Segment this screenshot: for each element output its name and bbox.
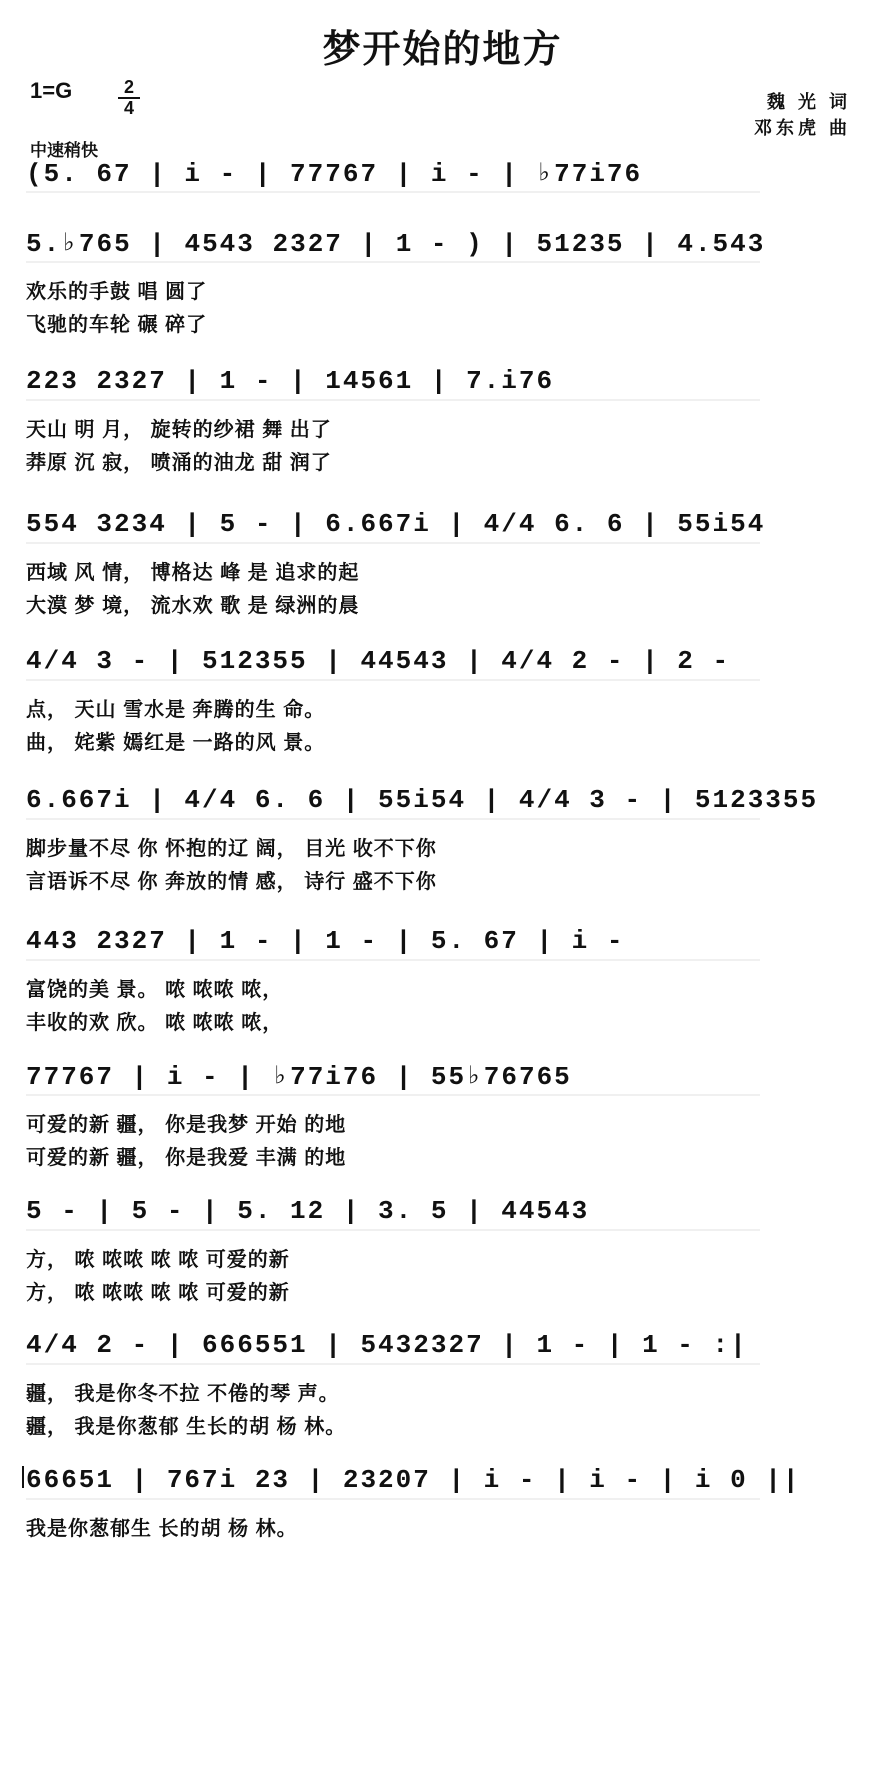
notation-row: 5 - | 5 - | 5. 12 | 3. 5 | 44543 [26,1196,590,1226]
lyric-line-2: 言语诉不尽 你 奔放的情 感， 诗行 盛不下你 [26,871,437,893]
notation-row: 4/4 3 - | 512355 | 44543 | 4/4 2 - | 2 - [26,646,731,676]
lyric-line-1: 点， 天山 雪水是 奔腾的生 命。 [26,699,326,721]
lyric-line-1: 天山 明 月， 旋转的纱裙 舞 出了 [26,419,332,441]
notation-row: 223 2327 | 1 - | 14561 | 7.i76 [26,366,555,396]
notation-row: 554 3234 | 5 - | 6.667i | 4/4 6. 6 | 55i54 [26,509,766,539]
lyric-line-2: 曲， 姹紫 嫣红是 一路的风 景。 [26,732,326,754]
notation-row: 77767 | i - | ♭77i76 | 55♭76765 [26,1062,572,1092]
notation-row: 6.667i | 4/4 6. 6 | 55i54 | 4/4 3 - | 5123355 [26,785,819,815]
lyricist-credit: 魏 光 词 [766,92,851,112]
lyric-line-2: 大漠 梦 境， 流水欢 歌 是 绿洲的晨 [26,595,360,617]
composer-credit: 邓东虎 曲 [753,118,851,138]
lyric-line-1: 欢乐的手鼓 唱 圆了 [26,281,208,303]
time-sig-top: 2 [123,77,134,97]
tempo-marking: 中速稍快 [30,141,98,160]
lyric-line-1: 西域 风 情， 博格达 峰 是 追求的起 [26,562,360,584]
notation-row: 4/4 2 - | 666551 | 5432327 | 1 - | 1 - :| [26,1330,748,1360]
notation-row: 443 2327 | 1 - | 1 - | 5. 67 | i - [26,926,625,956]
lyric-line-2: 莽原 沉 寂， 喷涌的油龙 甜 润了 [26,452,332,474]
lyric-line-2: 疆， 我是你葱郁 生长的胡 杨 林。 [26,1416,347,1438]
key-signature: 1=G [30,78,73,103]
lyric-line-1: 方， 哝 哝哝 哝 哝 可爱的新 [26,1249,290,1271]
notation-row: 5.♭765 | 4543 2327 | 1 - ) | 51235 | 4.543 [26,229,766,259]
lyric-line-1: 脚步量不尽 你 怀抱的辽 阔， 目光 收不下你 [26,838,437,860]
lyric-line-2: 方， 哝 哝哝 哝 哝 可爱的新 [26,1282,290,1304]
notation-row: (5. 67 | i - | 77767 | i - | ♭77i76 [26,159,643,189]
lyric-line-1: 我是你葱郁生 长的胡 杨 林。 [26,1518,298,1540]
lyric-line-1: 可爱的新 疆， 你是我梦 开始 的地 [26,1114,347,1136]
song-title: 梦开始的地方 [322,29,563,71]
lyric-line-2: 飞驰的车轮 碾 碎了 [26,314,208,336]
time-sig-bottom: 4 [123,98,134,118]
lyric-line-2: 丰收的欢 欣。 哝 哝哝 哝， [26,1012,284,1034]
lyric-line-2: 可爱的新 疆， 你是我爱 丰满 的地 [26,1147,347,1169]
lyric-line-1: 疆， 我是你冬不拉 不倦的琴 声。 [26,1383,340,1405]
notation-row: 66651 | 767i 23 | 23207 | i - | i - | i 0 || [26,1465,801,1495]
lyric-line-1: 富饶的美 景。 哝 哝哝 哝， [26,979,284,1001]
